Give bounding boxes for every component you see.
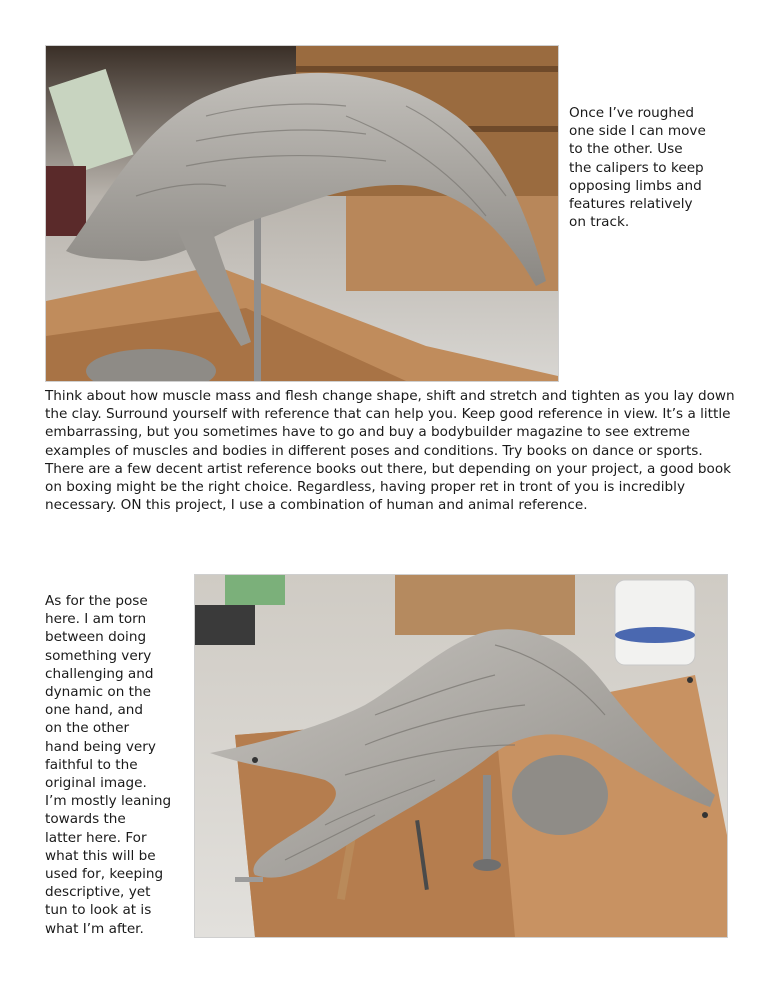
top-sculpture-photo <box>45 45 559 382</box>
bottom-photo-caption: As for the pose here. I am torn between doing something very challenging and dynamic on the one hand, and on the other hand being very faithful to the original image. I’m mostly leaning towards the latter here. For what this will be used for, keeping descriptive, yet tun to look at is what I’m after. <box>45 593 172 937</box>
top-photo-caption: Once I’ve roughed one side I can move to the other. Use the calipers to keep opposing limbs and features relatively on track. <box>569 105 706 231</box>
body-paragraph: Think about how muscle mass and flesh change shape, shift and stretch and tighten as you lay down the clay. Surround yourself with reference that can help you. Keep good reference in view. It’s a little embarrassing, but you sometimes have to go and buy a bodybuilder magazine to see extreme examples of muscles and bodies in different poses and conditions. Try books on dance or sports. There are a few decent artist reference books out there, but depending on your project, a good book on boxing might be the right choice. Regardless, having proper ret in tront of you is incredibly necessary. ON this project, I use a combination of human and animal reference. <box>45 388 735 514</box>
bottom-sculpture-photo <box>194 574 728 938</box>
